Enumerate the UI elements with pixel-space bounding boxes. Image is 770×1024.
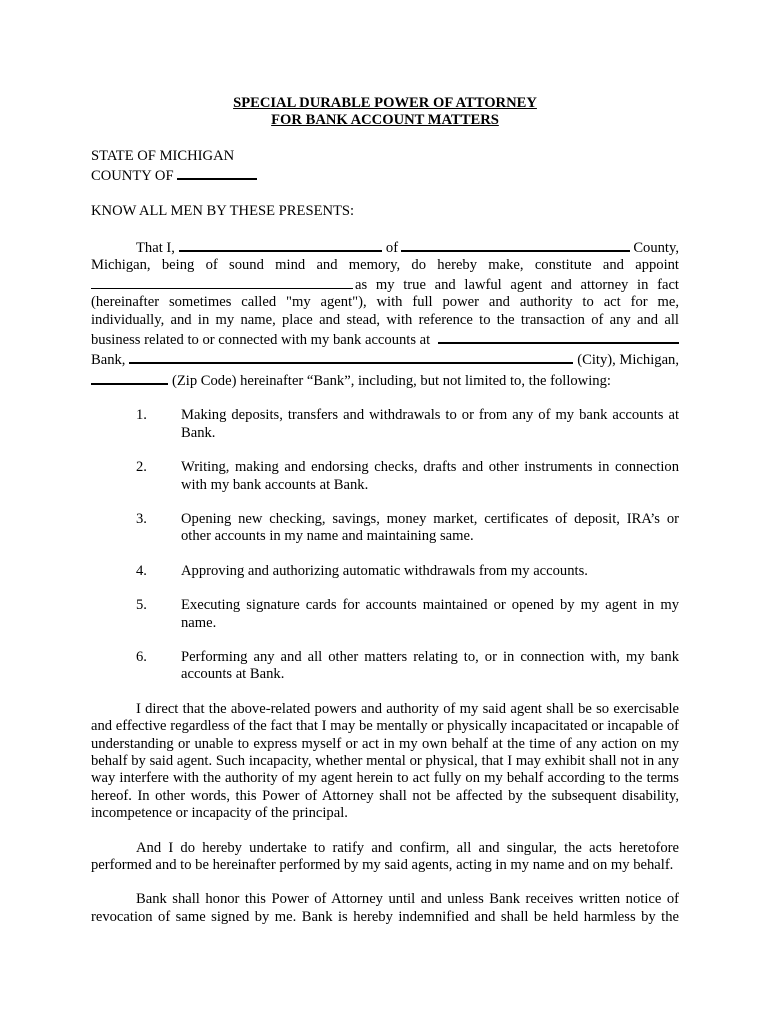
preamble: KNOW ALL MEN BY THESE PRESENTS:	[91, 202, 355, 219]
item-text: Approving and authorizing automatic withdrawals from my accounts.	[181, 562, 588, 579]
grant-line-6	[91, 329, 679, 349]
grant-line-3	[91, 275, 679, 294]
grant-line-1	[91, 237, 679, 257]
bank-label: Bank,	[91, 352, 126, 369]
list-item	[91, 459, 679, 494]
list-item	[91, 597, 679, 632]
grant-line-2: Michigan, being of sound mind and memory, do hereby make, constitute and appoint	[91, 257, 679, 274]
powers-list	[91, 407, 679, 683]
bank-name-blank[interactable]	[438, 329, 679, 344]
item-number: 1.	[136, 407, 147, 424]
title-line-2: FOR BANK ACCOUNT MATTERS	[271, 112, 499, 129]
list-item	[91, 407, 679, 442]
city-label: (City), Michigan,	[577, 352, 679, 369]
grant-line-5: individually, and in my name, place and stead, with reference to the transaction of any and all	[91, 311, 679, 328]
item-text: Opening new checking, savings, money market, certificates of deposit, IRA’s or other accounts in my name and maintaining same.	[181, 510, 679, 545]
bank-address-blank[interactable]	[129, 349, 573, 364]
county-label: COUNTY OF	[91, 168, 174, 185]
as-agent-text: as my true and lawful agent and attorney in fact	[355, 276, 679, 293]
item-number: 4.	[136, 562, 147, 579]
item-number: 2.	[136, 459, 147, 476]
county-name-blank[interactable]	[401, 237, 630, 252]
bank-honor-paragraph: Bank shall honor this Power of Attorney until and unless Bank receives written notice of revocation of same signed by me. Bank is hereby indemnified and shall be held harmless by the	[91, 891, 679, 925]
item-number: 3.	[136, 510, 147, 527]
bank-accounts-text: business related to or connected with my bank accounts at	[91, 332, 431, 349]
county-line	[91, 165, 679, 185]
principal-name-blank[interactable]	[179, 237, 382, 252]
zip-blank[interactable]	[91, 370, 168, 385]
grant-line-7	[91, 349, 679, 369]
document-page	[91, 95, 679, 926]
county-blank[interactable]	[177, 165, 257, 180]
grant-line-8	[91, 370, 679, 390]
item-number: 6.	[136, 648, 147, 665]
item-text: Making deposits, transfers and withdrawals to or from any of my bank accounts at Bank.	[181, 407, 679, 441]
title-line-1: SPECIAL DURABLE POWER OF ATTORNEY	[233, 95, 537, 111]
item-text: Performing any and all other matters relating to, or in connection with, my bank accounts at Bank.	[181, 648, 679, 683]
document-title	[91, 95, 679, 130]
that-i-label: That I,	[136, 240, 175, 257]
list-item	[91, 649, 679, 684]
venue-block	[91, 148, 679, 186]
incapacity-paragraph: I direct that the above-related powers and authority of my said agent shall be so exercisable and effective regardless of the fact that I may be mentally or physically incapacitated or incapable of understanding or unable to express myself or act in my own behalf at the time of any action on my behalf by said agent. Such incapacity, whether mental or physical, that I may exhibit shall not in any way interfere with the authority of my agent herein to act fully on my behalf according to the terms hereof. In other words, this Power of Attorney shall not be affected by the subsequent disability, incompetence or incapacity of the principal.	[91, 700, 679, 822]
of-label: of	[385, 240, 399, 257]
ratify-paragraph: And I do hereby undertake to ratify and confirm, all and singular, the acts heretofore performed and to be hereinafter performed by my said agents, acting in my name and on my behalf.	[91, 839, 679, 873]
county-word: County,	[633, 240, 679, 257]
item-text: Writing, making and endorsing checks, drafts and other instruments in connection with my bank accounts at Bank.	[181, 459, 679, 493]
list-item	[91, 511, 679, 546]
list-item	[91, 563, 679, 580]
grant-line-4: (hereinafter sometimes called "my agent"), with full power and authority to act for me,	[91, 294, 679, 311]
state-line: STATE OF MICHIGAN	[91, 147, 235, 164]
agent-name-blank[interactable]	[91, 275, 353, 289]
grant-paragraph	[91, 237, 679, 390]
item-number: 5.	[136, 597, 147, 614]
zip-text: (Zip Code) hereinafter “Bank”, including, but not limited to, the following:	[172, 372, 611, 389]
item-text: Executing signature cards for accounts maintained or opened by my agent in my name.	[181, 597, 679, 631]
